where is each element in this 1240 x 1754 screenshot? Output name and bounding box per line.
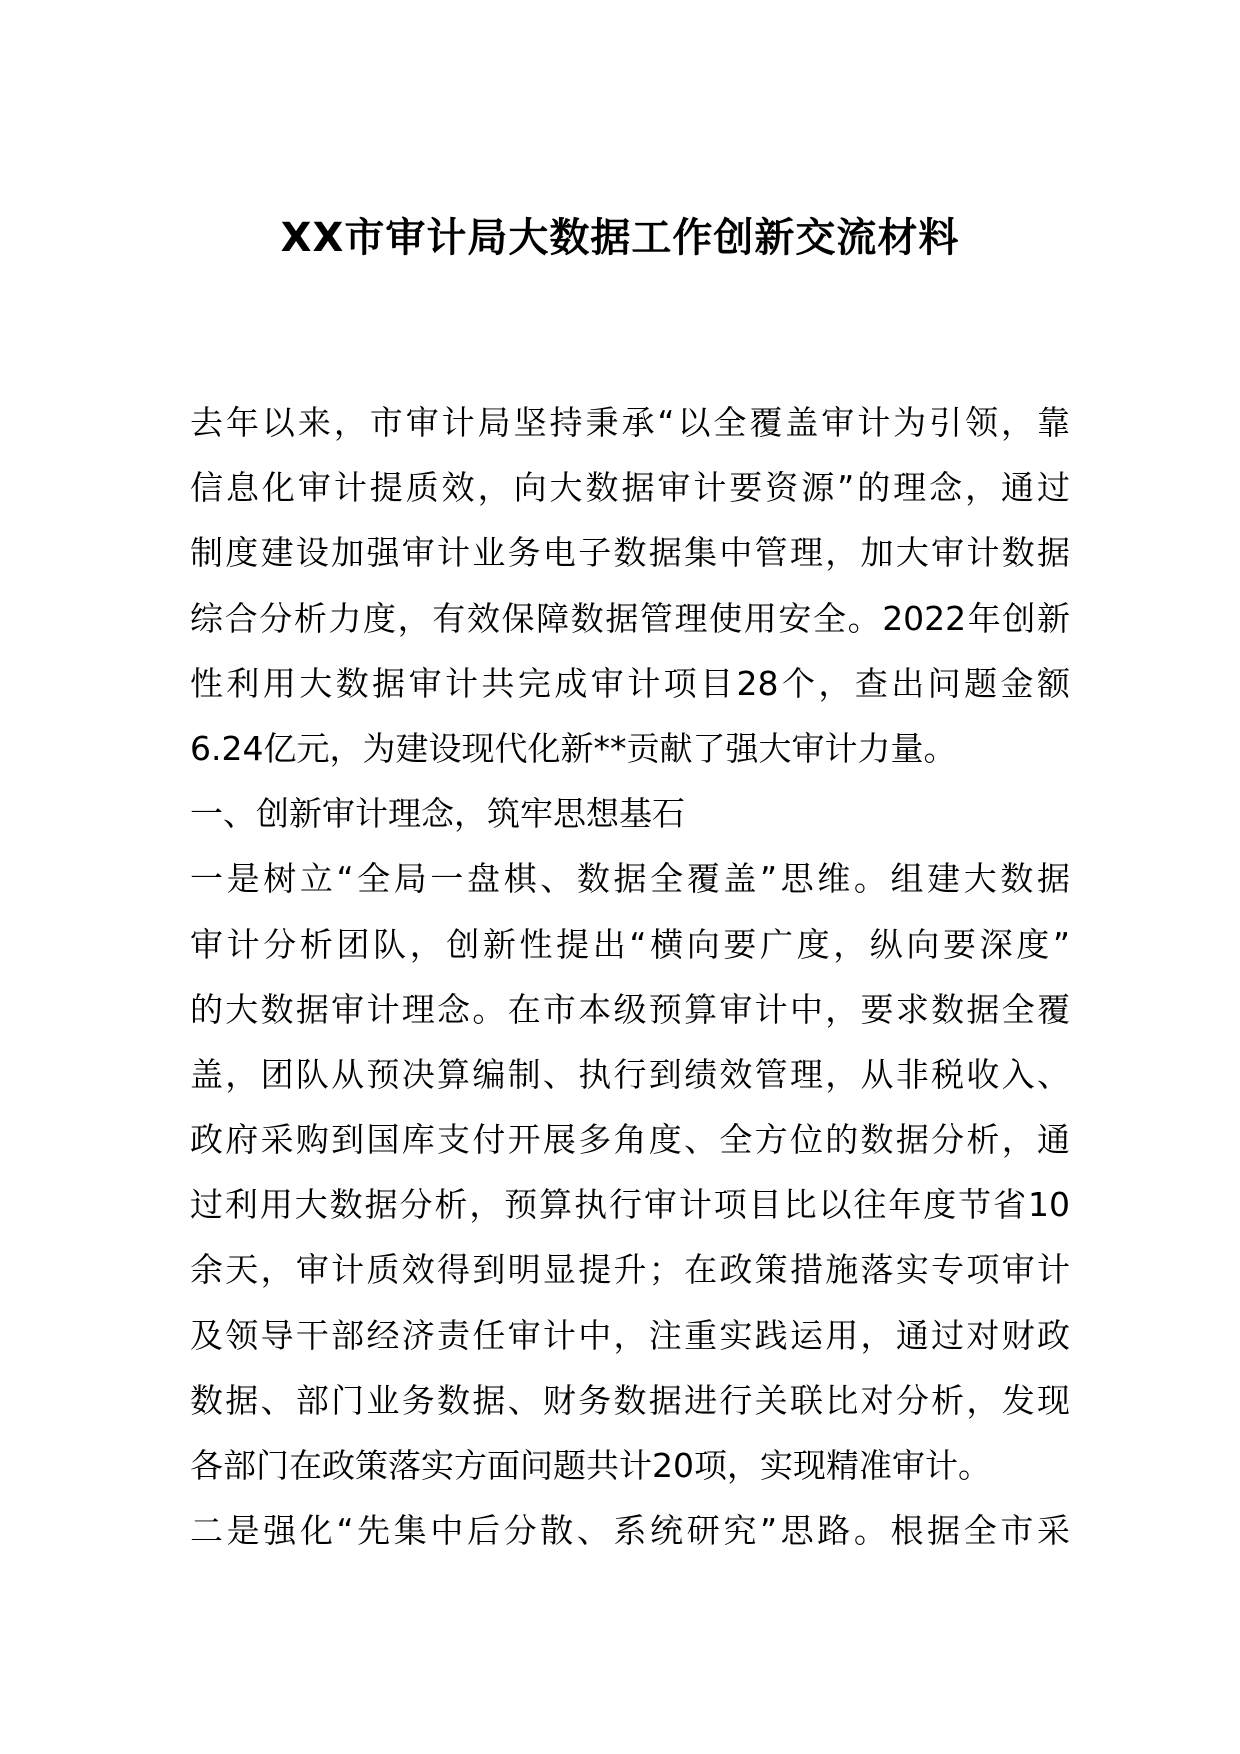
text-line: 二是强化“先集中后分散、系统研究”思路。根据全市采 [190, 1511, 1070, 1551]
text-line: 各部门在政策落实方面问题共计20项，实现精准审计。 [190, 1446, 991, 1485]
text-line: 信息化审计提质效，向大数据审计要资源”的理念，通过 [190, 468, 1070, 508]
text-line: 一是树立“全局一盘棋、数据全覆盖”思维。组建大数据 [190, 859, 1070, 899]
text-line: 数据、部门业务数据、财务数据进行关联比对分析，发现 [190, 1380, 1070, 1420]
text-line: 余天，审计质效得到明显提升；在政策措施落实专项审计 [190, 1250, 1070, 1290]
text-line: 综合分析力度，有效保障数据管理使用安全。2022年创新 [190, 598, 1070, 638]
document-title: XX市审计局大数据工作创新交流材料 [280, 215, 960, 261]
text-line: 制度建设加强审计业务电子数据集中管理，加大审计数据 [190, 533, 1070, 573]
text-line: 一、创新审计理念，筑牢思想基石 [190, 794, 685, 834]
text-line: 盖，团队从预决算编制、执行到绩效管理，从非税收入、 [190, 1054, 1070, 1094]
text-line: 及领导干部经济责任审计中，注重实践运用，通过对财政 [190, 1315, 1070, 1355]
text-line: 的大数据审计理念。在市本级预算审计中，要求数据全覆 [190, 989, 1070, 1029]
document-body [190, 390, 1070, 1563]
text-line: 性利用大数据审计共完成审计项目28个，查出问题金额 [190, 663, 1070, 703]
text-line: 审计分析团队，创新性提出“横向要广度，纵向要深度” [190, 924, 1070, 964]
text-line: 过利用大数据分析，预算执行审计项目比以往年度节省10 [190, 1185, 1070, 1225]
text-line: 政府采购到国库支付开展多角度、全方位的数据分析，通 [190, 1120, 1070, 1160]
text-line: 去年以来，市审计局坚持秉承“以全覆盖审计为引领，靠 [190, 403, 1070, 442]
text-line: 6.24亿元，为建设现代化新**贡献了强大审计力量。 [190, 728, 957, 768]
